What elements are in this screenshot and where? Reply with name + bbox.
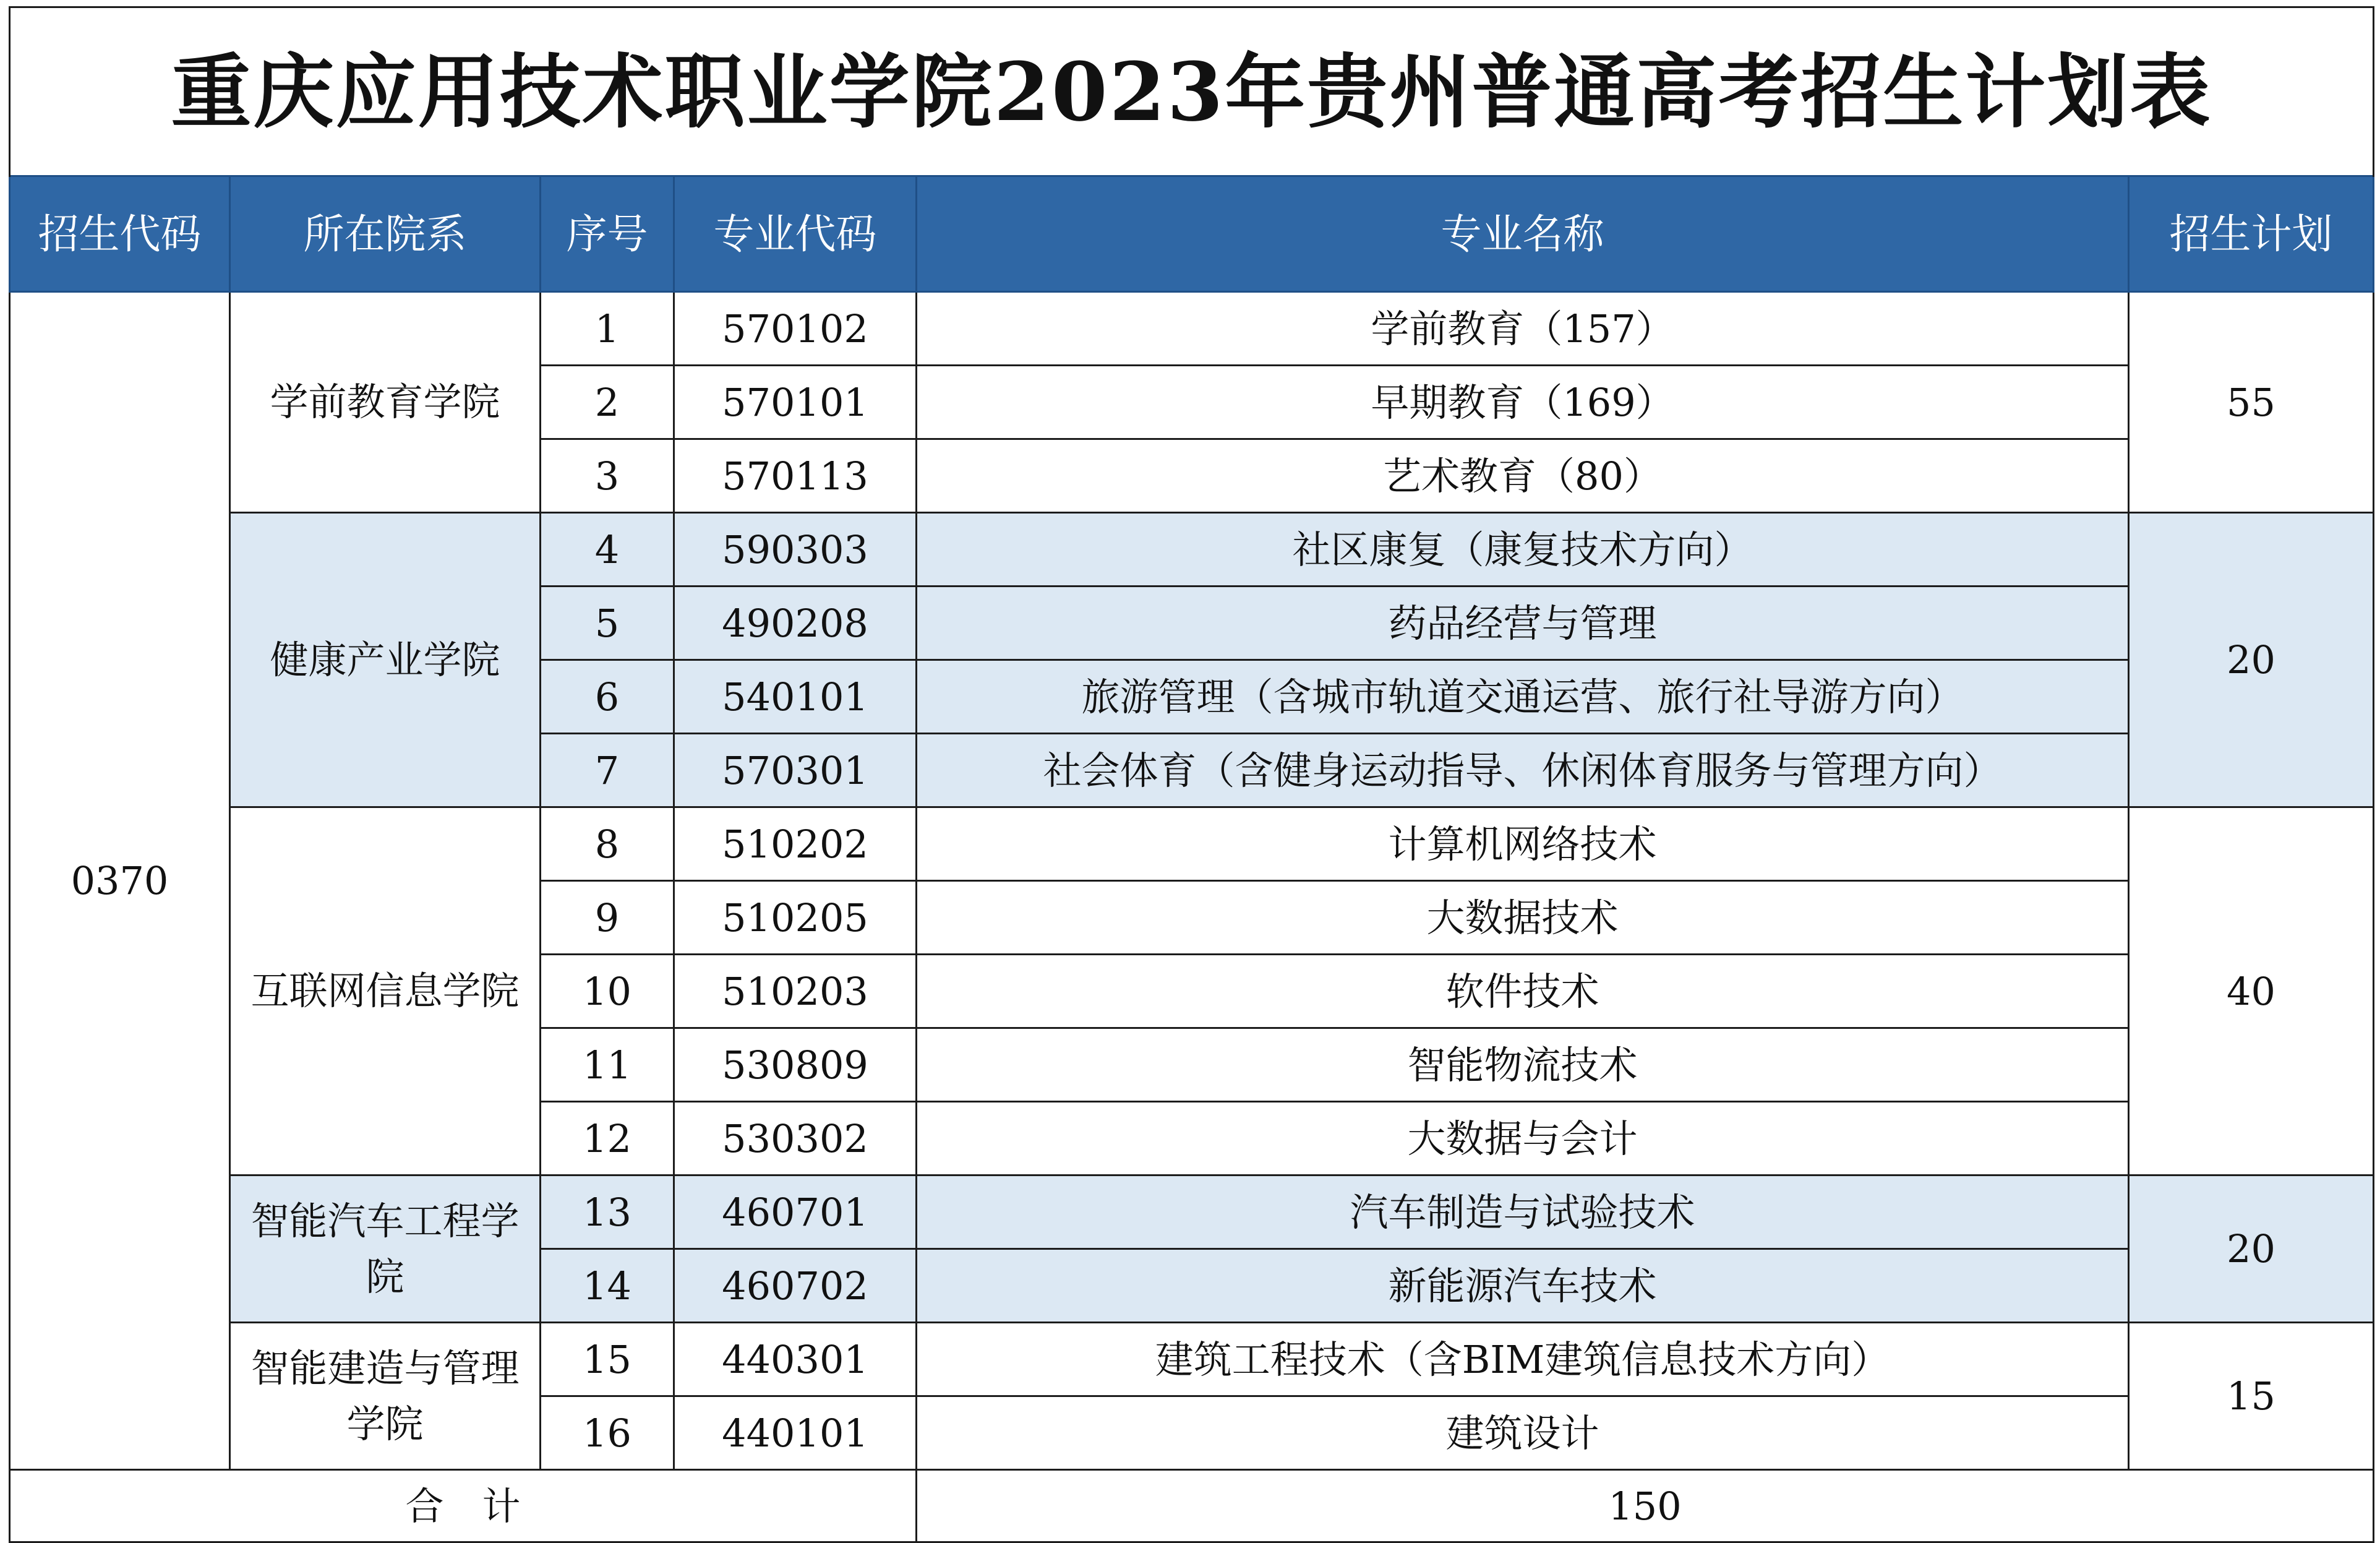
seq-cell: 1 (541, 292, 674, 366)
col-header-plan: 招生计划 (2129, 176, 2374, 292)
seq-cell: 14 (541, 1249, 674, 1323)
plan-cell: 15 (2129, 1323, 2374, 1470)
department-cell: 智能建造与管理学院 (230, 1323, 541, 1470)
admission-code-cell: 0370 (10, 292, 230, 1470)
major-code-cell: 530809 (674, 1028, 917, 1102)
seq-cell: 2 (541, 366, 674, 439)
header-row (10, 176, 2374, 292)
major-code-cell: 590303 (674, 513, 917, 587)
table-row (10, 807, 2374, 881)
major-name-cell: 药品经营与管理 (917, 587, 2129, 660)
major-name-cell: 新能源汽车技术 (917, 1249, 2129, 1323)
seq-cell: 10 (541, 955, 674, 1028)
seq-cell: 16 (541, 1396, 674, 1470)
major-name-cell: 软件技术 (917, 955, 2129, 1028)
major-name-cell: 社区康复（康复技术方向） (917, 513, 2129, 587)
seq-cell: 4 (541, 513, 674, 587)
major-name-cell: 大数据技术 (917, 881, 2129, 955)
col-header-seq: 序号 (541, 176, 674, 292)
seq-cell: 12 (541, 1102, 674, 1176)
seq-cell: 9 (541, 881, 674, 955)
department-cell: 智能汽车工程学院 (230, 1176, 541, 1323)
plan-cell: 55 (2129, 292, 2374, 513)
department-cell: 学前教育学院 (230, 292, 541, 513)
table-row (10, 1176, 2374, 1249)
major-code-cell: 510203 (674, 955, 917, 1028)
major-code-cell: 570101 (674, 366, 917, 439)
major-name-cell: 学前教育（157） (917, 292, 2129, 366)
major-name-cell: 艺术教育（80） (917, 439, 2129, 513)
major-code-cell: 490208 (674, 587, 917, 660)
total-row (10, 1470, 2374, 1542)
enrollment-plan-table (9, 6, 2374, 1543)
major-code-cell: 570102 (674, 292, 917, 366)
department-cell: 健康产业学院 (230, 513, 541, 807)
major-name-cell: 旅游管理（含城市轨道交通运营、旅行社导游方向） (917, 660, 2129, 734)
col-header-admission-code: 招生代码 (10, 176, 230, 292)
seq-cell: 7 (541, 734, 674, 807)
page-title: 重庆应用技术职业学院2023年贵州普通高考招生计划表 (10, 7, 2374, 176)
col-header-major-name: 专业名称 (917, 176, 2129, 292)
major-name-cell: 计算机网络技术 (917, 807, 2129, 881)
major-name-cell: 汽车制造与试验技术 (917, 1176, 2129, 1249)
major-code-cell: 510205 (674, 881, 917, 955)
major-code-cell: 530302 (674, 1102, 917, 1176)
col-header-department: 所在院系 (230, 176, 541, 292)
major-code-cell: 540101 (674, 660, 917, 734)
major-code-cell: 440301 (674, 1323, 917, 1396)
department-cell: 互联网信息学院 (230, 807, 541, 1176)
seq-cell: 3 (541, 439, 674, 513)
seq-cell: 8 (541, 807, 674, 881)
table-row (10, 292, 2374, 366)
seq-cell: 11 (541, 1028, 674, 1102)
major-code-cell: 510202 (674, 807, 917, 881)
major-code-cell: 570113 (674, 439, 917, 513)
total-value: 150 (917, 1470, 2374, 1542)
major-code-cell: 460702 (674, 1249, 917, 1323)
major-name-cell: 大数据与会计 (917, 1102, 2129, 1176)
table-row (10, 1323, 2374, 1396)
major-name-cell: 建筑工程技术（含BIM建筑信息技术方向） (917, 1323, 2129, 1396)
major-code-cell: 440101 (674, 1396, 917, 1470)
plan-cell: 20 (2129, 1176, 2374, 1323)
major-name-cell: 社会体育（含健身运动指导、休闲体育服务与管理方向） (917, 734, 2129, 807)
plan-cell: 20 (2129, 513, 2374, 807)
col-header-major-code: 专业代码 (674, 176, 917, 292)
table-row (10, 513, 2374, 587)
major-code-cell: 570301 (674, 734, 917, 807)
plan-cell: 40 (2129, 807, 2374, 1176)
total-label: 合 计 (10, 1470, 917, 1542)
major-name-cell: 建筑设计 (917, 1396, 2129, 1470)
seq-cell: 13 (541, 1176, 674, 1249)
major-code-cell: 460701 (674, 1176, 917, 1249)
seq-cell: 15 (541, 1323, 674, 1396)
seq-cell: 6 (541, 660, 674, 734)
major-name-cell: 智能物流技术 (917, 1028, 2129, 1102)
seq-cell: 5 (541, 587, 674, 660)
major-name-cell: 早期教育（169） (917, 366, 2129, 439)
